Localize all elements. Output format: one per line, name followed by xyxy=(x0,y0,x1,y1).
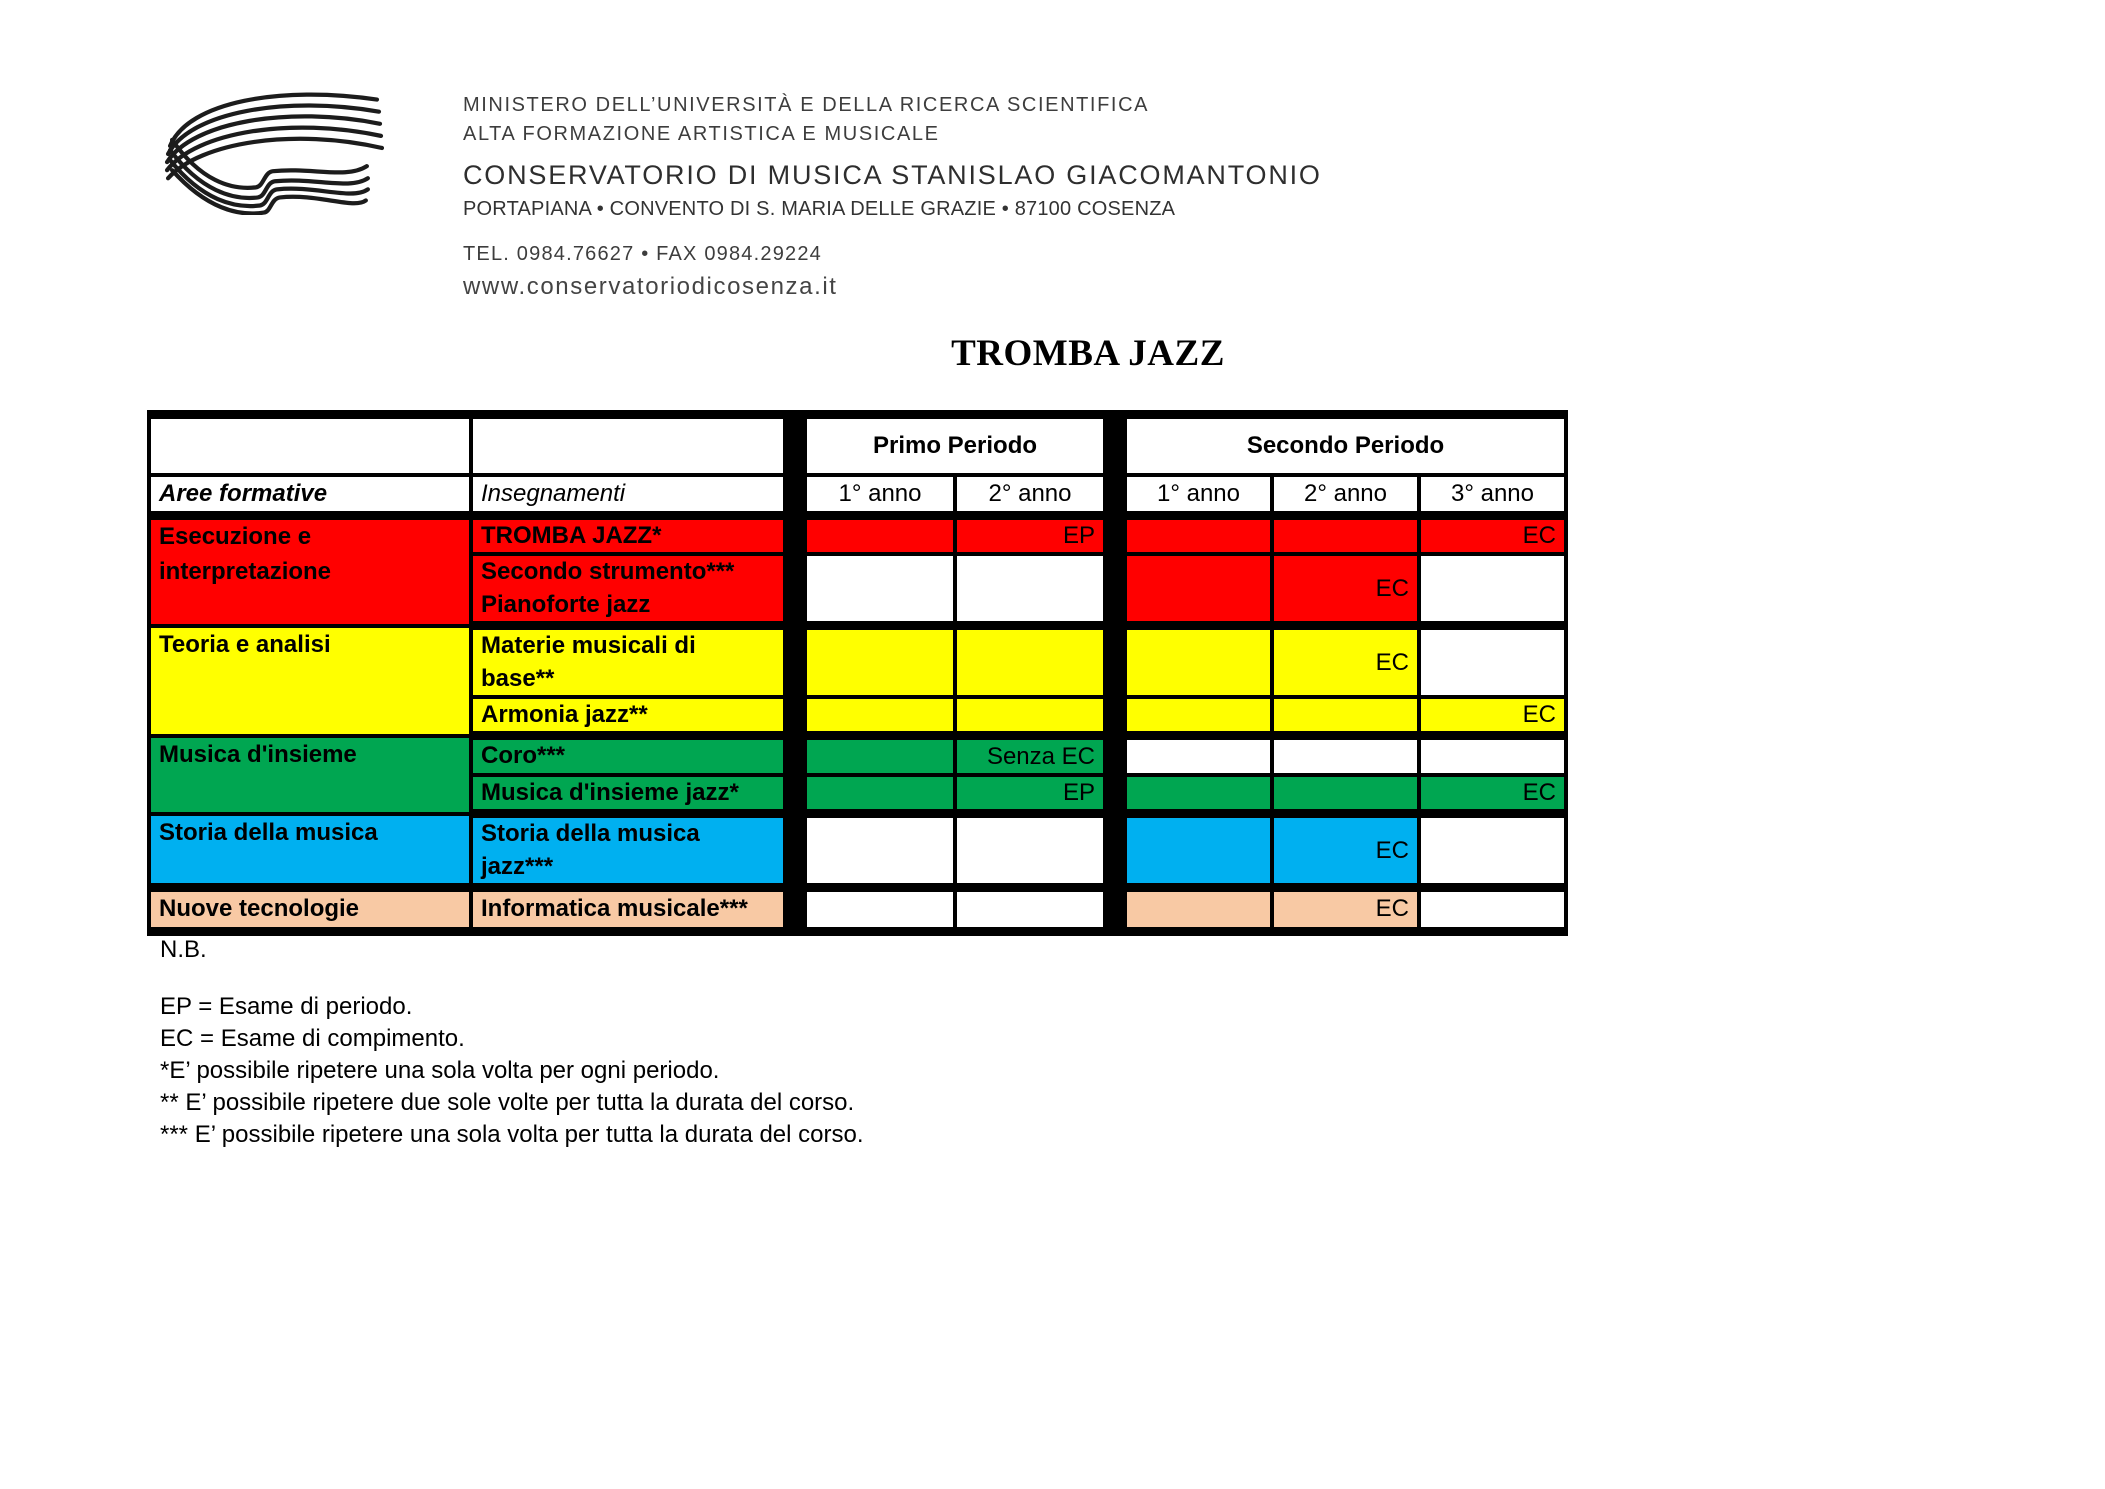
exam-cell xyxy=(805,814,955,888)
ministry-line-1: MINISTERO DELL’UNIVERSITÀ E DELLA RICERCA SCIENTIFICA xyxy=(463,94,1150,116)
exam-cell xyxy=(805,554,955,625)
exam-cell xyxy=(1419,814,1566,888)
area-cell: Esecuzione e interpretazione xyxy=(149,516,471,626)
website-url: www.conservatoriodicosenza.it xyxy=(463,273,838,300)
exam-cell: EC xyxy=(1419,775,1566,814)
block-divider xyxy=(785,415,805,476)
course-cell xyxy=(471,554,785,625)
area-cell: Musica d'insieme xyxy=(149,736,471,814)
exam-cell xyxy=(1125,887,1272,931)
course-cell: TROMBA JAZZ* xyxy=(471,516,785,555)
block-divider xyxy=(785,775,805,814)
exam-cell xyxy=(1419,736,1566,775)
exam-cell: EC xyxy=(1272,887,1419,931)
exam-cell xyxy=(1125,554,1272,625)
exam-cell xyxy=(1125,697,1272,736)
secondo-anno3-header: 3° anno xyxy=(1419,475,1566,516)
page-title: TROMBA JAZZ xyxy=(951,333,1225,374)
block-divider xyxy=(1105,554,1125,625)
exam-cell xyxy=(1419,554,1566,625)
exam-cell: EC xyxy=(1419,697,1566,736)
notes-heading: N.B. xyxy=(160,936,207,963)
secondo-periodo-header: Secondo Periodo xyxy=(1125,415,1566,476)
exam-cell xyxy=(1419,626,1566,697)
exam-cell xyxy=(1125,626,1272,697)
insegnamenti-header: Insegnamenti xyxy=(471,475,785,516)
course-cell: Materie musicali di base** xyxy=(471,626,785,697)
exam-cell xyxy=(1419,887,1566,931)
block-divider xyxy=(785,887,805,931)
exam-cell xyxy=(1272,775,1419,814)
exam-cell: EC xyxy=(1272,814,1419,888)
area-cell: Teoria e analisi xyxy=(149,626,471,736)
conservatory-logo xyxy=(160,83,384,215)
course-cell: Musica d'insieme jazz* xyxy=(471,775,785,814)
secondo-anno1-header: 1° anno xyxy=(1125,475,1272,516)
block-divider xyxy=(785,626,805,697)
conservatory-address: PORTAPIANA • CONVENTO DI S. MARIA DELLE GRAZIE • 87100 COSENZA xyxy=(463,198,1176,220)
exam-cell xyxy=(1272,697,1419,736)
course-name-line: Secondo strumento*** xyxy=(481,558,735,586)
exam-cell xyxy=(805,736,955,775)
block-divider xyxy=(1105,775,1125,814)
aree-formative-header: Aree formative xyxy=(149,475,471,516)
area-cell: Storia della musica xyxy=(149,814,471,888)
exam-cell xyxy=(805,697,955,736)
block-divider xyxy=(785,475,805,516)
exam-cell xyxy=(955,697,1105,736)
ministry-line-2: ALTA FORMAZIONE ARTISTICA E MUSICALE xyxy=(463,123,940,145)
exam-cell: EP xyxy=(955,516,1105,555)
exam-cell xyxy=(805,516,955,555)
exam-cell: EP xyxy=(955,775,1105,814)
exam-cell xyxy=(1125,775,1272,814)
block-divider xyxy=(785,814,805,888)
primo-periodo-header: Primo Periodo xyxy=(805,415,1105,476)
block-divider xyxy=(1105,516,1125,555)
block-divider xyxy=(1105,626,1125,697)
exam-cell xyxy=(955,814,1105,888)
block-divider xyxy=(1105,475,1125,516)
exam-cell xyxy=(1272,736,1419,775)
note-line: ** E’ possibile ripetere due sole volte per tutta la durata del corso. xyxy=(160,1089,855,1116)
block-divider xyxy=(785,736,805,775)
exam-cell xyxy=(955,554,1105,625)
corner-blank-cell xyxy=(471,415,785,476)
phone-fax-line: TEL. 0984.76627 • FAX 0984.29224 xyxy=(463,243,822,265)
exam-cell xyxy=(805,626,955,697)
exam-cell: EC xyxy=(1419,516,1566,555)
exam-cell xyxy=(1125,736,1272,775)
block-divider xyxy=(1105,697,1125,736)
block-divider xyxy=(785,516,805,555)
note-line: *E’ possibile ripetere una sola volta per ogni periodo. xyxy=(160,1057,720,1084)
exam-cell xyxy=(955,626,1105,697)
course-cell: Informatica musicale*** xyxy=(471,887,785,931)
exam-cell xyxy=(805,887,955,931)
primo-anno2-header: 2° anno xyxy=(955,475,1105,516)
note-line: EP = Esame di periodo. xyxy=(160,993,413,1020)
exam-cell xyxy=(1272,516,1419,555)
course-cell: Storia della musica jazz*** xyxy=(471,814,785,888)
block-divider xyxy=(1105,736,1125,775)
primo-anno1-header: 1° anno xyxy=(805,475,955,516)
block-divider xyxy=(785,554,805,625)
exam-cell xyxy=(805,775,955,814)
corner-blank-cell xyxy=(149,415,471,476)
exam-cell: EC xyxy=(1272,626,1419,697)
block-divider xyxy=(1105,415,1125,476)
course-cell: Coro*** xyxy=(471,736,785,775)
exam-cell: Senza EC xyxy=(955,736,1105,775)
exam-cell: EC xyxy=(1272,554,1419,625)
exam-cell xyxy=(955,887,1105,931)
note-line: EC = Esame di compimento. xyxy=(160,1025,465,1052)
exam-cell xyxy=(1125,814,1272,888)
note-line: *** E’ possibile ripetere una sola volta per tutta la durata del corso. xyxy=(160,1121,864,1148)
exam-cell xyxy=(1125,516,1272,555)
course-name-line: Pianoforte jazz xyxy=(481,590,651,618)
course-table xyxy=(147,410,1568,936)
conservatory-name: CONSERVATORIO DI MUSICA STANISLAO GIACOMANTONIO xyxy=(463,160,1322,190)
course-cell: Armonia jazz** xyxy=(471,697,785,736)
block-divider xyxy=(1105,887,1125,931)
block-divider xyxy=(785,697,805,736)
block-divider xyxy=(1105,814,1125,888)
secondo-anno2-header: 2° anno xyxy=(1272,475,1419,516)
notes-section xyxy=(160,936,864,1151)
area-cell: Nuove tecnologie xyxy=(149,887,471,931)
